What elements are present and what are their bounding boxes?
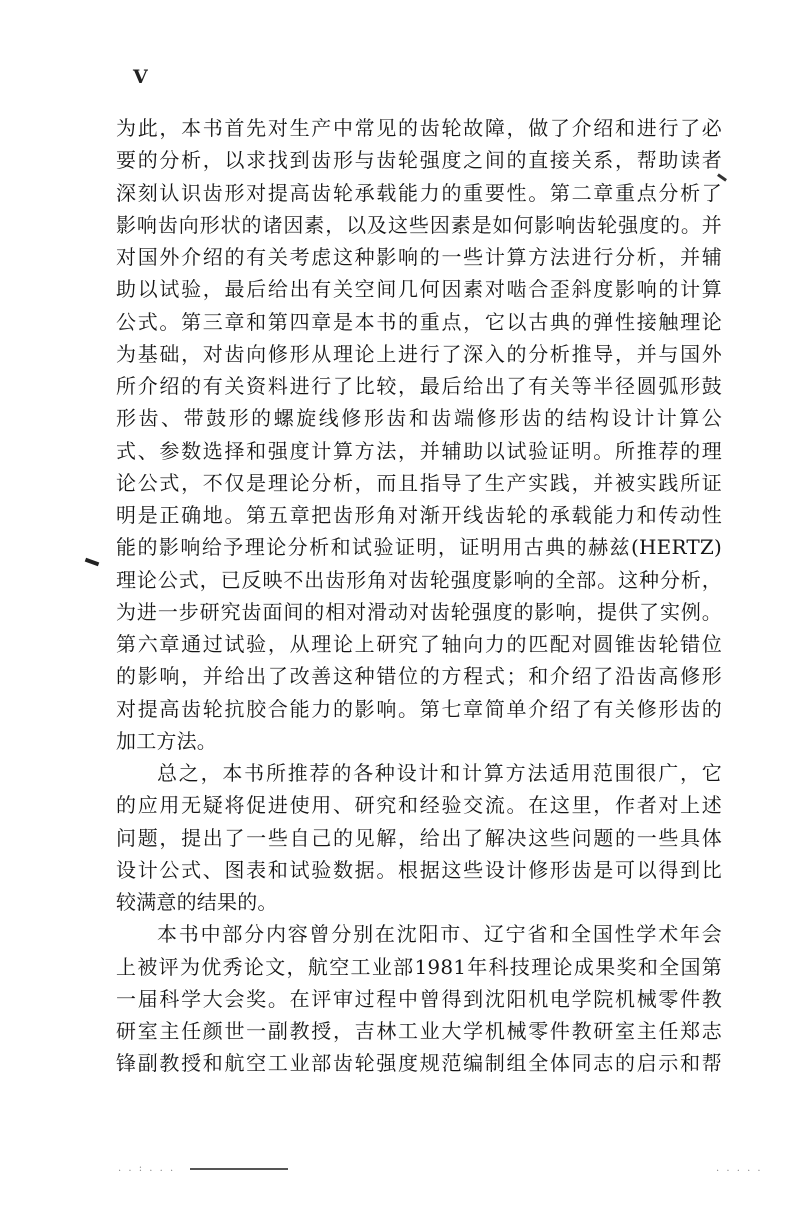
text-line: 本书中部分内容曾分别在沈阳市、辽宁省和全国性学术年会 [157, 922, 722, 947]
scan-speckle: . . . . . [716, 1163, 763, 1174]
text-line: 加工方法。 [116, 728, 217, 753]
text-line: 式、参数选择和强度计算方法，并辅助以试验证明。所推荐的理 [116, 438, 722, 463]
text-line: 论公式，不仅是理论分析，而且指导了生产实践，并被实践所证 [116, 470, 722, 495]
text-line: 设计公式、图表和试验数据。根据这些设计修形齿是可以得到比 [116, 857, 722, 882]
text-line: 影响齿向形状的诸因素，以及这些因素是如何影响齿轮强度的。并 [116, 212, 722, 237]
margin-mark [85, 558, 100, 567]
text-line: 问题，提出了一些自己的见解，给出了解决这些问题的一些具体 [116, 825, 722, 850]
text-line: 为基础，对齿向修形从理论上进行了深入的分析推导，并与国外 [116, 341, 722, 366]
text-line: 明是正确地。第五章把齿形角对渐开线齿轮的承载能力和传动性 [116, 503, 722, 527]
footer-rule [190, 1168, 288, 1170]
text-line: 所介绍的有关资料进行了比较，最后给出了有关等半径圆弧形鼓 [116, 374, 722, 398]
page-number: V [133, 66, 148, 88]
text-line: 能的影响给予理论分析和试验证明，证明用古典的赫兹(HERTZ) [116, 535, 722, 560]
scan-speckle: . . : . . . [118, 1163, 176, 1174]
text-line: 研室主任颜世一副教授，吉林工业大学机械零件教研室主任郑志 [116, 1019, 722, 1043]
text-line: 形齿、带鼓形的螺旋线修形齿和齿端修形齿的结构设计计算公 [116, 406, 722, 431]
text-line: 理论公式，已反映不出齿形角对齿轮强度影响的全部。这种分析， [116, 567, 722, 592]
text-line: 对提高齿轮抗胶合能力的影响。第七章简单介绍了有关修形齿的 [116, 696, 722, 721]
text-line: 助以试验，最后给出有关空间几何因素对啮合歪斜度影响的计算 [116, 277, 722, 302]
text-line: 的应用无疑将促进使用、研究和经验交流。在这里，作者对上述 [116, 793, 722, 818]
text-line: 第六章通过试验，从理论上研究了轴向力的匹配对圆锥齿轮错位 [116, 632, 722, 656]
text-line: 总之，本书所推荐的各种设计和计算方法适用范围很广，它 [157, 761, 722, 785]
text-line: 对国外介绍的有关考虑这种影响的一些计算方法进行分析，并辅 [116, 245, 722, 269]
text-line: 的影响，并给出了改善这种错位的方程式；和介绍了沿齿高修形 [116, 664, 722, 689]
text-line: 较满意的结果的。 [116, 890, 278, 914]
body-text [116, 112, 722, 1080]
text-line: 为进一步研究齿面间的相对滑动对齿轮强度的影响，提供了实例。 [116, 599, 722, 624]
text-line: 为此，本书首先对生产中常见的齿轮故障，做了介绍和进行了必 [116, 116, 722, 140]
text-line: 一届科学大会奖。在评审过程中曾得到沈阳机电学院机械零件教 [116, 986, 722, 1011]
text-line: 上被评为优秀论文，航空工业部1981年科技理论成果奖和全国第 [116, 954, 722, 979]
text-line: 要的分析，以求找到齿形与齿轮强度之间的直接关系，帮助读者 [116, 148, 722, 173]
text-line: 锋副教授和航空工业部齿轮强度规范编制组全体同志的启示和帮 [116, 1051, 722, 1076]
text-line: 公式。第三章和第四章是本书的重点，它以古典的弹性接触理论 [116, 309, 722, 334]
text-line: 深刻认识齿形对提高齿轮承载能力的重要性。第二章重点分析了 [116, 180, 722, 205]
